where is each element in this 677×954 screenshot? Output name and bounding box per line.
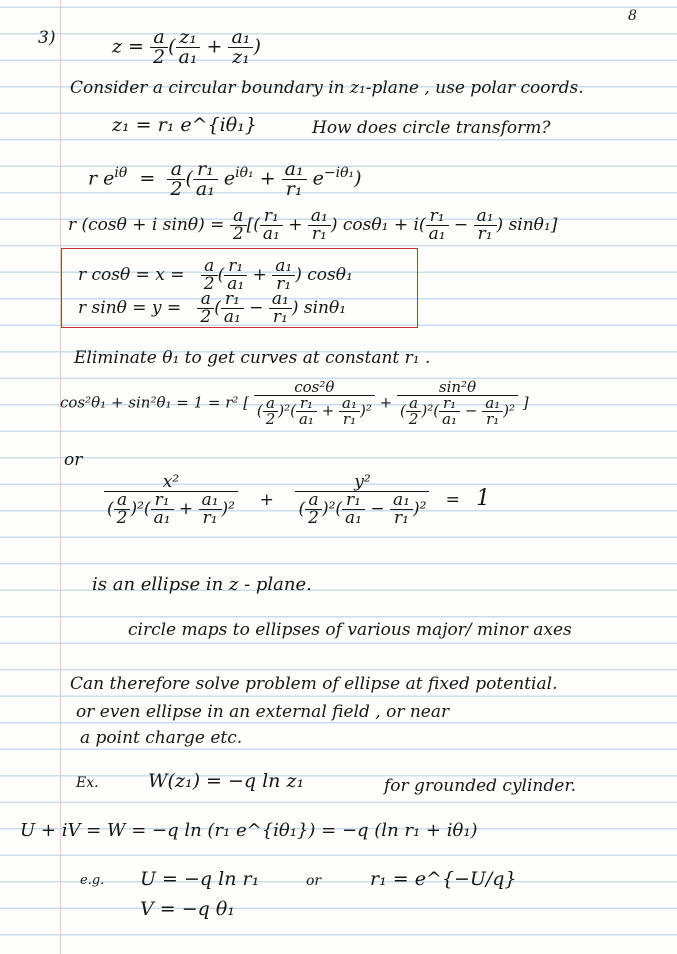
text-line: for grounded cylinder. <box>384 776 576 796</box>
boxed-equation-x: r cosθ = x = $\frac{a}{2}$ ( $\frac{\text{r₁}}{\text{a₁}}$ + $\frac{\text{a₁}}{\text{r₁}}$ ) cosθ₁ <box>78 256 353 294</box>
text-line: Can therefore solve problem of ellipse at fixed potential. <box>70 674 558 694</box>
text-line: or <box>64 450 83 470</box>
margin-rule <box>60 0 61 954</box>
equation-line: r (cosθ + i sinθ) = $\frac{a}{2}$ [( $\frac{\text{r₁}}{\text{a₁}}$ + $\frac{\text{a₁}}{\text{r₁}}$ ) cosθ₁ + i( $\frac{\text{r₁}}{\text{a₁}}$ − $\frac{\text{a₁}}{\text{r₁}}$ ) sinθ₁] <box>68 206 558 244</box>
equation-line: W(z₁) = −q ln z₁ <box>148 770 305 792</box>
text-line: How does circle transform? <box>312 118 551 138</box>
equation-line: r $e^{i\theta}$ = $\frac{a}{2}$ ( $\frac{\text{r₁}}{\text{a₁}}$ $e^{i\theta_1}$ + $\frac{\text{a₁}}{\text{r₁}}$ $e^{-i\theta_1}$) <box>88 158 362 200</box>
ellipse-equation: x² ( $\frac{a}{2}$ )²( $\frac{\text{r₁}}{\text{a₁}}$ + $\frac{\text{a₁}}{\text{r₁}}$ )² + y² ( $\frac{a}{2}$ )²( $\frac{\text{r₁}}{\text{a₁}}$ − $\frac{\text{a₁}}{\text{r₁}}$ )² = 1 <box>104 474 490 527</box>
text-line: or <box>306 873 322 889</box>
equation-line: V = −q θ₁ <box>140 898 235 920</box>
equation-line: U = −q ln r₁ <box>140 868 260 890</box>
page-number: 8 <box>628 8 637 24</box>
text-line: Consider a circular boundary in z₁-plane , use polar coords. <box>70 78 584 98</box>
boxed-equation-y: r sinθ = y = $\frac{a}{2}$ ( $\frac{\text{r₁}}{\text{a₁}}$ − $\frac{\text{a₁}}{\text{r₁}}$ ) sinθ₁ <box>78 289 347 327</box>
mapping-equation: z = $\frac{a}{2}$ ( $\frac{\text{z₁}}{\text{a₁}}$ + $\frac{\text{a₁}}{\text{z₁}}$ ) <box>112 26 261 68</box>
equation-line: U + iV = W = −q ln (r₁ e^{iθ₁}) = −q (ln r₁ + iθ₁) <box>20 820 478 841</box>
equation-line: z₁ = r₁ e^{iθ₁} <box>112 114 257 136</box>
eg-label: e.g. <box>80 873 105 888</box>
equation-line: r₁ = e^{−U/q} <box>370 868 517 890</box>
text-line: a point charge etc. <box>80 728 243 748</box>
example-label: Ex. <box>76 775 99 791</box>
text-line: Eliminate θ₁ to get curves at constant r₁ . <box>74 348 431 368</box>
identity-equation: cos²θ₁ + sin²θ₁ = 1 = r² [ cos²θ ( $\frac{a}{2}$ )²( $\frac{\text{r₁}}{\text{a₁}}$ + $\frac{\text{a₁}}{\text{r₁}}$ )² + sin²θ ( $\frac{a}{2}$ )²( $\frac{\text{r₁}}{\text{a₁}}$ − $\frac{\text{a₁}}{\text{r₁}}$ )² ] <box>60 378 529 428</box>
text-line: is an ellipse in z - plane. <box>92 574 312 595</box>
text-line: or even ellipse in an external field , or near <box>76 702 450 722</box>
text-line: circle maps to ellipses of various major/ minor axes <box>128 620 572 640</box>
problem-number: 3) <box>38 28 56 48</box>
